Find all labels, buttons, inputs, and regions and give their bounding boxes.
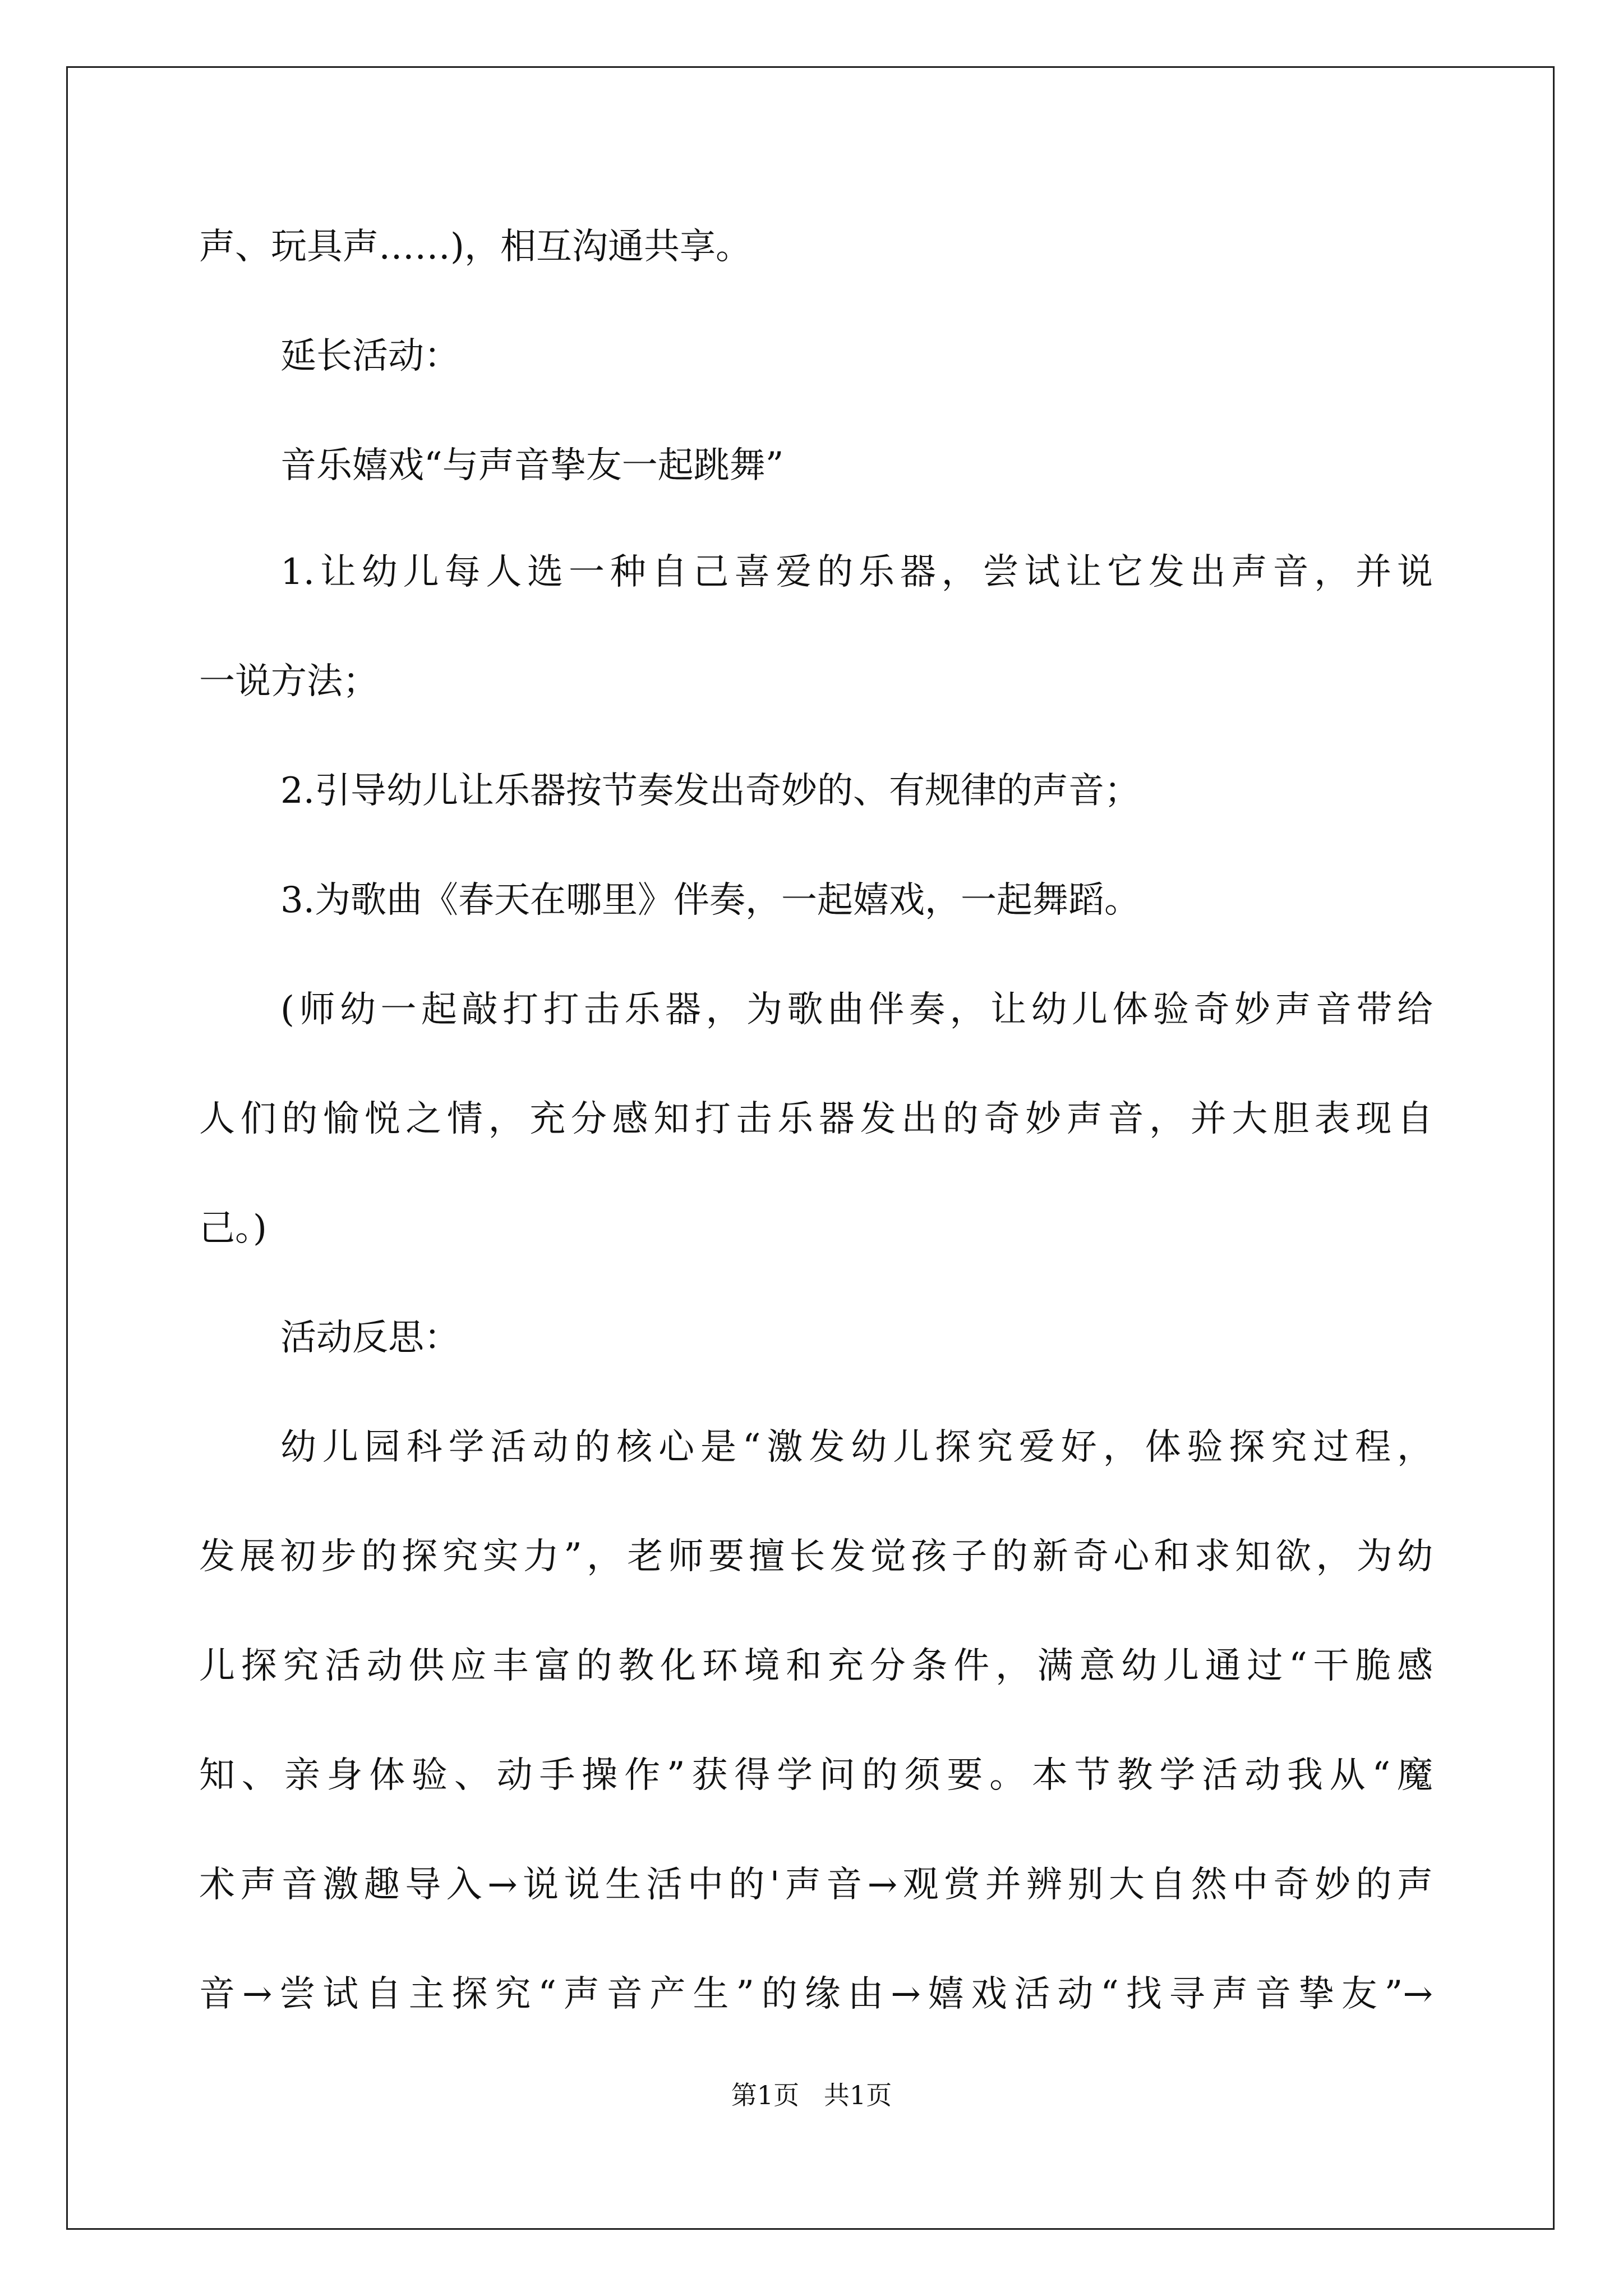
section-heading: 延长活动： [280,335,460,377]
text-line: 一说方法； [199,661,379,702]
section-heading: 活动反思： [280,1317,460,1359]
page-footer: 第1页 共1页 [731,2080,892,2110]
text-line: 术声音激趣导入→说说生活中的'声音→观赏并辨别大自然中奇妙的声 [199,1864,1433,1906]
text-line: 儿探究活动供应丰富的教化环境和充分条件，满意幼儿通过“干脆感 [199,1645,1433,1687]
text-line: 声、玩具声……)，相互沟通共享。 [199,226,751,268]
text-line: 发展初步的探究实力”，老师要擅长发觉孩子的新奇心和求知欲，为幼 [199,1536,1433,1577]
text-line: 人们的愉悦之情，充分感知打击乐器发出的奇妙声音，并大胆表现自 [199,1098,1433,1140]
text-line: 己。) [199,1208,267,1249]
activity-title: 音乐嬉戏“与声音挚友一起跳舞” [280,445,784,486]
list-item: 3.为歌曲《春天在哪里》伴奏，一起嬉戏，一起舞蹈。 [280,880,1141,921]
text-line: 幼儿园科学活动的核心是“激发幼儿探究爱好，体验探究过程， [280,1427,1433,1468]
text-line: 知、亲身体验、动手操作”获得学问的须要。本节教学活动我从“魔 [199,1755,1433,1796]
text-line: (师幼一起敲打打击乐器，为歌曲伴奏，让幼儿体验奇妙声音带给 [280,989,1433,1030]
list-item: 2.引导幼儿让乐器按节奏发出奇妙的、有规律的声音； [280,770,1141,812]
list-item: 1.让幼儿每人选一种自己喜爱的乐器，尝试让它发出声音，并说 [280,551,1433,593]
text-line: 音→尝试自主探究“声音产生”的缘由→嬉戏活动“找寻声音挚友”→ [199,1973,1433,2015]
